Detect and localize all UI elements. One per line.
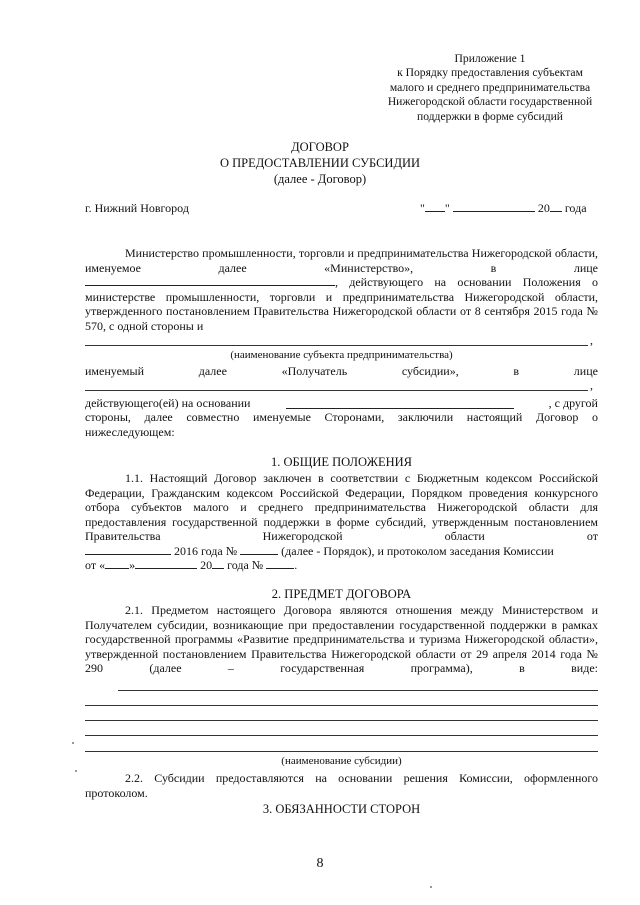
document-subtitle: О ПРЕДОСТАВЛЕНИИ СУБСИДИИ <box>219 156 421 170</box>
word: именуемый <box>85 364 145 378</box>
subject-caption: (наименование субъекта предпринимательства) <box>230 349 453 361</box>
section-2-text: 2.1. Предметом настоящего Договора являются отношения между Министерством и Получателем субсидии, возникающие при предоставлении государственной поддержки в рамках государственной программы «Развитие предпринимательства и туризма Нижегородской области», утвержденной постановлением Правительства Нижегородской области от 29 апреля 2014 года № 290 (далее – государственная программа), в виде: <box>85 603 598 675</box>
subsidy-line <box>85 735 598 736</box>
word: субсидии», <box>401 364 459 378</box>
date-line <box>420 201 587 216</box>
date-open-quote: " <box>420 201 425 215</box>
scan-speck <box>72 742 74 744</box>
subsidy-line <box>118 690 598 691</box>
preamble-text: , действующего на основании Положения о министерстве промышленности, торговли и предпринимательства Нижегородской области, утвержденного постановлением Правительства Нижегородской области от 8 сентября 2015 года № 570, с одной стороны и <box>85 275 598 333</box>
representative-line <box>85 390 588 391</box>
comma: , <box>590 333 593 347</box>
number-blank <box>266 558 294 569</box>
section-3-heading: 3. ОБЯЗАННОСТИ СТОРОН <box>262 802 421 816</box>
city-label: г. Нижний Новгород <box>85 201 189 215</box>
text: 2016 года № <box>174 544 238 558</box>
section-1-line-a <box>85 544 598 559</box>
scan-speck <box>75 770 77 772</box>
preamble-paragraph-3: стороны, далее совместно именуемые Сторонами, заключили настоящий Договор о нижеследующем: <box>85 410 598 439</box>
section-1-text: 1.1. Настоящий Договор заключен в соответствии с Бюджетным кодексом Российской Федерации, Гражданским кодексом Российской Федерации, Порядком проведения конкурсного отбора субъектов малого и среднего предпринимательства Нижегородской области для предоставления государственной поддержки в форме субсидий, утвержденным постановлением Правительства Нижегородской области от <box>85 471 598 543</box>
word: «Получатель <box>281 364 348 378</box>
acting-suffix: , с другой <box>548 396 598 410</box>
text: 20 <box>200 558 213 572</box>
document-title-note: (далее - Договор) <box>273 172 367 186</box>
appendix-line: Нижегородской области государственной <box>387 95 593 109</box>
subsidy-line <box>85 751 598 752</box>
word: далее <box>198 364 227 378</box>
appendix-line: Приложение 1 <box>454 52 526 65</box>
text: (далее - Порядок), и протоколом заседания Комиссии <box>281 544 554 558</box>
subsidy-line <box>85 705 598 706</box>
text: года № <box>227 558 264 572</box>
preamble-paragraph-1: Министерство промышленности, торговли и предпринимательства Нижегородской области, именуемое далее «Министерство», в лице <box>85 246 598 275</box>
acting-basis-row <box>85 396 598 411</box>
section-2-heading: 2. ПРЕДМЕТ ДОГОВОРА <box>271 587 412 601</box>
day-blank <box>105 558 129 569</box>
comma: , <box>590 378 593 392</box>
month-blank <box>453 201 535 212</box>
word: в <box>513 364 520 378</box>
subsidy-caption: (наименование субсидии) <box>281 755 402 767</box>
section-1-line-b <box>85 558 598 573</box>
basis-blank <box>286 398 514 409</box>
appendix-line: к Порядку предоставления субъектам <box>397 66 583 80</box>
section-1-heading: 1. ОБЩИЕ ПОЛОЖЕНИЯ <box>271 455 412 469</box>
year-blank <box>550 201 562 212</box>
date-close-quote: " <box>444 201 450 215</box>
appendix-block <box>365 52 615 124</box>
subject-name-line <box>85 345 588 346</box>
scan-speck <box>430 886 432 888</box>
date-blank <box>85 544 171 555</box>
text: » <box>129 558 136 572</box>
representative-blank <box>85 275 335 286</box>
document-title: ДОГОВОР <box>291 140 349 154</box>
year-prefix: 20 <box>537 201 550 215</box>
day-blank <box>425 201 445 212</box>
named-as-row <box>85 364 598 379</box>
appendix-line: малого и среднего предпринимательства <box>389 80 591 94</box>
acting-prefix: действующего(ей) на основании <box>85 396 251 410</box>
page-number: 8 <box>316 856 324 871</box>
section-2-2-text: 2.2. Субсидии предоставляются на основании решения Комиссии, оформленного протоколом. <box>85 771 598 800</box>
appendix-line: поддержки в форме субсидий <box>416 109 564 123</box>
preamble-paragraph-2 <box>85 275 598 333</box>
year-blank <box>212 558 224 569</box>
year-suffix: года <box>564 201 587 215</box>
subsidy-line <box>85 720 598 721</box>
text: от « <box>85 558 106 572</box>
number-blank <box>240 544 278 555</box>
month-blank <box>135 558 197 569</box>
word: лице <box>573 364 598 378</box>
text: . <box>294 558 298 572</box>
